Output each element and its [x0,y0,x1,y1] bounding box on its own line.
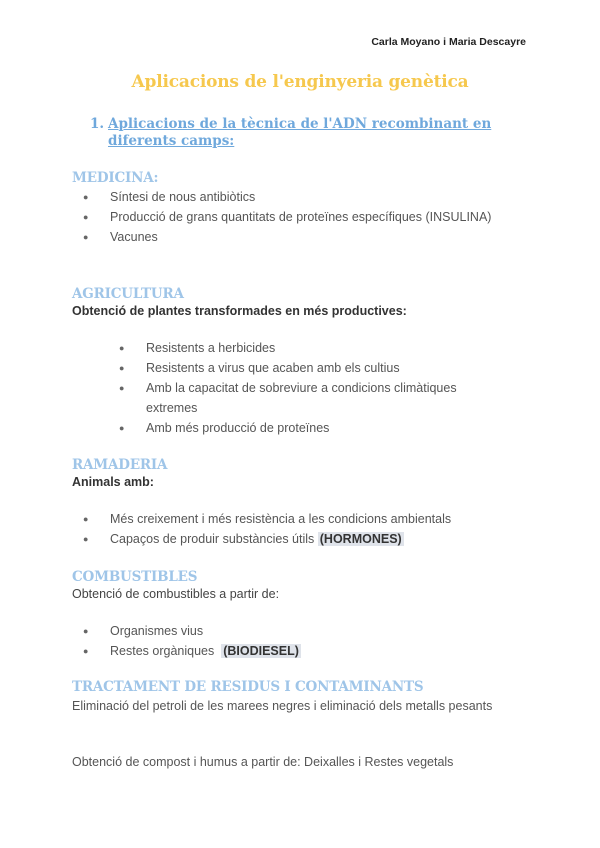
combustibles-list [83,621,503,661]
residus-paragraph-1: Eliminació del petroli de les marees negres i eliminació dels metalls pesants [72,699,493,713]
list-item: ● Més creixement i més resistència a les condicions ambientals [83,509,523,529]
heading-text: Aplicacions de la tècnica de l'ADN recombinant en diferents camps: [108,116,492,149]
list-item: ● Producció de grans quantitats de proteïnes específiques (INSULINA) [83,207,503,227]
numbered-heading [90,116,510,150]
heading-number: 1. [90,116,105,132]
list-item: ● Resistents a herbicides [119,338,509,358]
document-title: Aplicacions de l'enginyeria genètica [131,72,469,92]
list-item: ● Amb la capacitat de sobreviure a condicions climàtiques extremes [119,378,509,418]
list-item-text: Capaços de produir substàncies útils [110,532,315,546]
list-item: ● Vacunes [83,227,503,247]
list-item: ● Resistents a virus que acaben amb els cultius [119,358,509,378]
section-combustibles-title: COMBUSTIBLES [72,569,198,585]
combustibles-subtitle: Obtenció de combustibles a partir de: [72,587,280,601]
agricultura-subtitle: Obtenció de plantes transformades en més productives: [72,304,407,318]
residus-paragraph-2: Obtenció de compost i humus a partir de: Deixalles i Restes vegetals [72,755,454,769]
section-medicina-title: MEDICINA: [72,170,159,186]
list-item [83,641,503,661]
list-item: ● Amb més producció de proteïnes [119,418,509,438]
section-residus-title: TRACTAMENT DE RESIDUS I CONTAMINANTS [72,679,424,695]
authors: Carla Moyano i Maria Descayre [371,36,526,48]
agricultura-list [119,338,509,438]
list-item: ● Organismes vius [83,621,503,641]
ramaderia-list [83,509,523,549]
section-agricultura-title: AGRICULTURA [72,286,184,302]
highlight-biodiesel: (BIODIESEL) [223,644,299,658]
highlight-hormones: (HORMONES) [319,532,402,546]
list-item [83,529,523,549]
list-item: ● Síntesi de nous antibiòtics [83,187,503,207]
section-ramaderia-title: RAMADERIA [72,457,168,473]
medicina-list [83,187,503,247]
ramaderia-subtitle: Animals amb: [72,475,154,489]
list-item-text: Restes orgàniques [110,644,215,658]
